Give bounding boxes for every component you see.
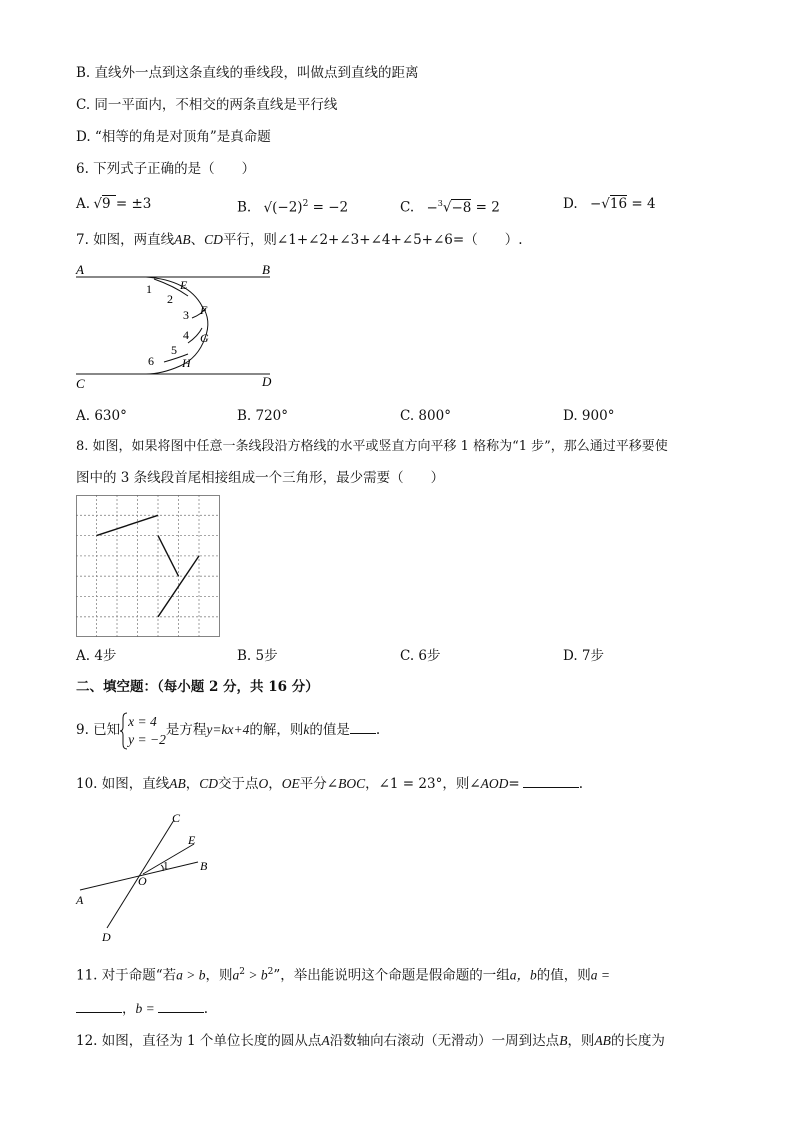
q5-option-c: C. 同一平面内，不相交的两条直线是平行线 xyxy=(76,97,338,113)
label-h: H xyxy=(182,356,191,370)
label-d: D xyxy=(102,930,111,944)
q7-option-a: A. 630° xyxy=(76,408,127,424)
q5-option-b: B. 直线外一点到这条直线的垂线段，叫做点到直线的距离 xyxy=(76,65,419,81)
exponent: 2 xyxy=(302,199,309,209)
q8-stem-line1: 8. 如图，如果将图中任意一条线段沿方格线的水平或竖直方向平移 1 格称为“1 步”，那么通过平移要使 xyxy=(76,439,668,454)
label-f: F xyxy=(200,303,208,317)
label-c: C xyxy=(172,811,181,825)
point-o: O xyxy=(258,776,269,791)
q8-grid-figure xyxy=(76,495,220,637)
stem-text: 的值是 xyxy=(309,722,350,738)
stem-text: ，则 xyxy=(205,967,233,984)
radicand: −2 xyxy=(277,199,298,216)
q8-option-a: A. 4步 xyxy=(76,648,117,664)
minus-sign: − xyxy=(426,199,438,216)
q8-option-b: B. 5步 xyxy=(237,648,278,664)
radicand: 16 xyxy=(609,196,628,212)
angle-boc: BOC xyxy=(338,776,366,791)
q10-figure xyxy=(70,806,220,946)
root-index: 3 xyxy=(437,199,443,208)
label-e: E xyxy=(188,833,196,847)
line-cd: CD xyxy=(199,776,219,791)
option-label: C. xyxy=(400,199,415,216)
q10-stem xyxy=(76,773,583,793)
var-k: k xyxy=(303,722,310,737)
condition: a > b xyxy=(176,967,206,983)
line-cd: CD xyxy=(204,232,223,247)
option-expr: = 4 xyxy=(631,196,656,212)
q6-option-d: D. −√16 = 4 xyxy=(563,196,656,212)
stem-text: 的值，则 xyxy=(536,967,591,984)
label-c: C xyxy=(76,376,85,391)
label-e: E xyxy=(180,278,188,292)
segment-ab: AB xyxy=(594,1033,611,1048)
stem-text: 9. 已知 xyxy=(76,722,121,738)
label-a: A xyxy=(76,262,84,277)
option-expr: = 2 xyxy=(475,199,500,216)
radicand: 9 xyxy=(101,196,111,212)
equation-1: x = 4 xyxy=(128,713,157,729)
zigzag-curve xyxy=(146,277,208,374)
equation: y=kx+4 xyxy=(206,722,250,737)
q7-stem xyxy=(76,231,523,249)
stem-text: 的长度为 xyxy=(610,1033,665,1049)
q11-stem-line1 xyxy=(76,963,610,985)
label-a: A xyxy=(76,893,84,907)
option-expr: = −2 xyxy=(312,199,349,216)
label-b: B xyxy=(200,859,208,873)
q12-stem xyxy=(76,1032,665,1050)
stem-text: 沿数轴向右滚动（无滑动）一周到达点 xyxy=(329,1033,560,1049)
answer-blank[interactable] xyxy=(350,719,376,734)
a-equals: a = xyxy=(590,967,611,983)
stem-text: 10. 如图，直线 xyxy=(76,776,170,792)
angle-aod: AOD xyxy=(480,776,509,791)
angle-2: 2 xyxy=(167,292,173,306)
point-a: A xyxy=(321,1033,330,1048)
b-equals: b = xyxy=(135,1001,155,1016)
stem-text: ，则 xyxy=(567,1033,595,1049)
stem-text: 平行，则∠1+∠2+∠3+∠4+∠5+∠6=（ ）. xyxy=(222,232,523,248)
label-o: O xyxy=(138,874,147,888)
stem-text: 平分∠ xyxy=(299,776,339,792)
sqrt-radicand: √9 xyxy=(102,195,116,212)
q6-stem: 6. 下列式子正确的是（ ） xyxy=(76,161,256,177)
q7-option-d: D. 900° xyxy=(563,408,615,424)
angle-6: 6 xyxy=(148,354,154,368)
ray-oe: OE xyxy=(281,776,300,791)
answer-blank[interactable] xyxy=(523,773,579,788)
equation-2: y = −2 xyxy=(128,731,166,747)
label-g: G xyxy=(200,331,209,345)
q8-option-c: C. 6步 xyxy=(400,648,441,664)
var-b: > b xyxy=(245,967,268,983)
option-expr: = ±3 xyxy=(115,196,152,212)
equation-system xyxy=(128,713,166,749)
separator: 、 xyxy=(190,232,205,248)
label-b: B xyxy=(262,262,270,277)
line-ab: AB xyxy=(169,776,186,791)
segment-1 xyxy=(97,515,159,535)
stem-text: ”，举出能说明这个命题是假命题的一组 xyxy=(273,967,510,984)
angle-5: 5 xyxy=(171,343,177,357)
q8-option-d: D. 7步 xyxy=(563,648,605,664)
q6-option-a xyxy=(76,195,151,213)
var-a: a xyxy=(232,967,240,983)
comma: ， xyxy=(122,1001,136,1017)
stem-text: 7. 如图，两直线 xyxy=(76,232,175,248)
stem-text: 11. 对于命题“若 xyxy=(76,967,177,984)
vars-ab: a，b xyxy=(509,967,537,983)
stem-text: 12. 如图，直径为 1 个单位长度的圆从点 xyxy=(76,1033,322,1049)
line-ab: AB xyxy=(174,232,191,247)
period: . xyxy=(578,776,583,792)
stem-text: 是方程 xyxy=(165,722,207,738)
q6-option-b: B. $√(-2)^2 = -2$ xyxy=(237,199,349,216)
q11-stem-line2 xyxy=(76,998,208,1018)
radicand: −8 xyxy=(451,199,472,216)
q7-option-b: B. 720° xyxy=(237,408,289,424)
angle-1: 1 xyxy=(146,282,152,296)
answer-blank-b[interactable] xyxy=(158,998,204,1013)
q9-stem xyxy=(76,711,380,750)
point-b: B xyxy=(559,1033,568,1048)
option-label: B. xyxy=(237,199,252,216)
period: . xyxy=(375,722,381,738)
stem-text: 的解，则 xyxy=(249,722,304,738)
option-label: D. xyxy=(563,196,578,212)
comma: ， xyxy=(185,776,200,792)
angle-1: 1 xyxy=(163,860,169,872)
section-heading: 二、填空题：（每小题 2 分，共 16 分） xyxy=(76,679,319,695)
angle-3: 3 xyxy=(183,308,189,322)
exponent: 2 xyxy=(239,967,246,977)
q6-option-c: C. −$^3$√−8 = 2 xyxy=(400,199,500,216)
label-d: D xyxy=(262,374,272,389)
minus-sign: − xyxy=(589,196,602,212)
angle-4: 4 xyxy=(183,328,189,342)
q8-stem-line2: 图中的 3 条线段首尾相接组成一个三角形，最少需要（ ） xyxy=(76,470,445,486)
option-label: A. xyxy=(76,196,91,212)
stem-text: 交于点 xyxy=(218,776,259,792)
comma: ， xyxy=(268,776,282,792)
stem-text: ，∠1 = 23°，则∠ xyxy=(365,776,481,792)
answer-blank-a[interactable] xyxy=(76,998,122,1013)
q7-figure xyxy=(70,258,280,393)
left-brace xyxy=(120,712,128,750)
q7-option-c: C. 800° xyxy=(400,408,451,424)
equals: = xyxy=(508,776,520,792)
q5-option-d: D. “相等的角是对顶角”是真命题 xyxy=(76,129,271,145)
exponent: 2 xyxy=(267,967,274,977)
period: . xyxy=(203,1001,209,1017)
